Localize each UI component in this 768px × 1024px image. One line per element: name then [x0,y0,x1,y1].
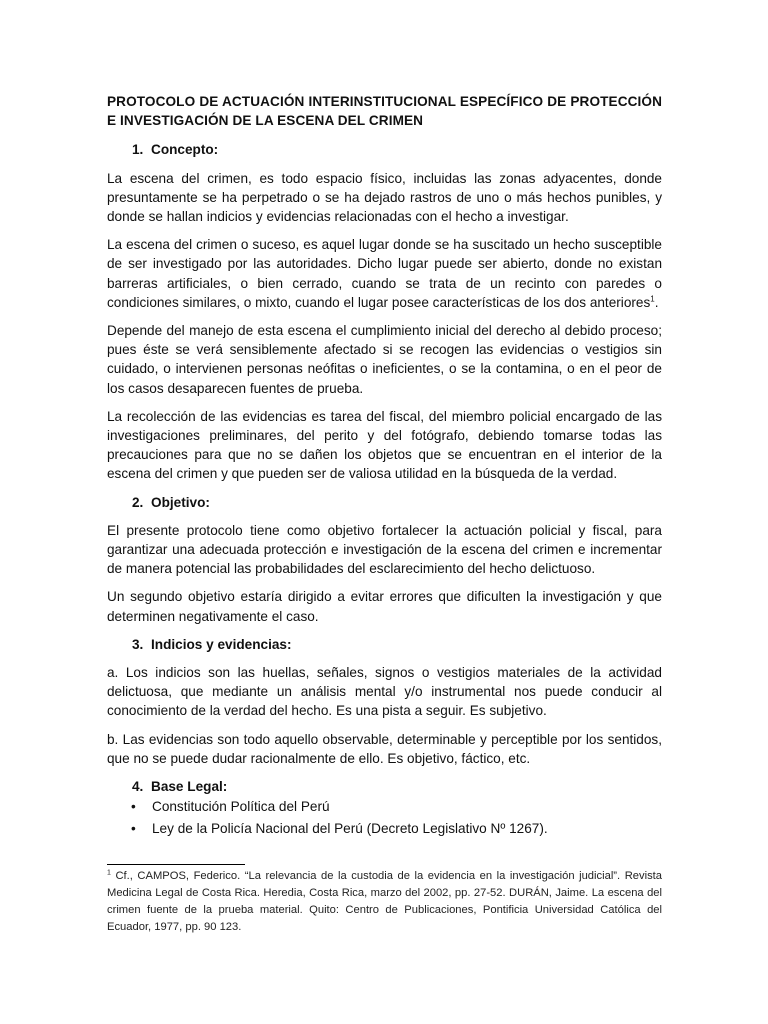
section-number: 4. [132,779,144,795]
section-heading-objetivo [107,493,662,512]
list-item-text: Ley de la Policía Nacional del Perú (Decreto Legislativo Nº 1267). [152,820,548,836]
paragraph-end: . [654,294,659,310]
footnote [107,868,662,936]
paragraph: Un segundo objetivo estaría dirigido a evitar errores que dificulten la investigación y que determinen negativamente el caso. [107,589,662,624]
paragraph: El presente protocolo tiene como objetivo fortalecer la actuación policial y fiscal, para garantizar una adecuada protección e investigación de la escena del crimen e incrementar de manera potencial las probabilidades del esclarecimiento del hecho delictuoso. [107,522,662,577]
paragraph: b. Las evidencias son todo aquello observable, determinable y perceptible por los sentidos, que no se puede dudar racionalmente de ello. Es objetivo, fáctico, etc. [107,731,662,766]
section-heading-indicios [107,635,662,654]
footnote-ref: 1 [650,294,655,304]
footnote-number: 1 [107,869,111,877]
list-item [107,819,662,838]
bullet-icon: • [131,799,136,815]
section-heading-base-legal [107,777,662,796]
base-legal-list [107,797,662,837]
footnote-separator [107,864,245,865]
list-item-text: Constitución Política del Perú [152,799,330,815]
paragraph: La escena del crimen, es todo espacio físico, incluidas las zonas adyacentes, donde presuntamente se ha perpetrado o se ha dejado rastros de uno o más hechos punibles, y donde se hallan indicios y evidencias relacionadas con el hecho a investigar. [107,170,662,225]
section-number: 1. [132,142,144,158]
paragraph [107,235,662,312]
section-title: Concepto: [151,142,219,158]
bullet-icon: • [131,820,136,836]
section-title: Indicios y evidencias: [151,636,292,652]
paragraph: a. Los indicios son las huellas, señales, signos o vestigios materiales de la actividad delictuosa, que mediante un análisis mental y/o instrumental nos puede conducir al conocimiento de la verdad del hecho. Es una pista a seguir. Es subjetivo. [107,665,662,719]
paragraph: La recolección de las evidencias es tarea del fiscal, del miembro policial encargado de las investigaciones preliminares, del perito y del fotógrafo, debiendo tomarse todas las precauciones para que no se dañen los objetos que se encuentran en el interior de la escena del crimen y que pueden ser de valiosa utilidad en la búsqueda de la verdad. [107,408,662,482]
document-body [107,92,662,840]
paragraph: Depende del manejo de esta escena el cumplimiento inicial del derecho al debido proceso; pues éste se verá sensiblemente afectado si se recogen las evidencias o vestigios sin cuidado, o intervienen personas neófitas o ineficientes, o se la contamina, o en el peor de los casos desaparecen fuentes de prueba. [107,323,662,396]
section-number: 3. [132,636,144,652]
section-heading-concepto [107,140,662,159]
section-number: 2. [132,494,144,510]
list-item [107,797,662,816]
section-title: Objetivo: [151,494,210,510]
footnote-text: Cf., CAMPOS, Federico. “La relevancia de la custodia de la evidencia en la investigación judicial”. Revista Medicina Legal de Costa Rica. Heredia, Costa Rica, marzo del 2002, pp. 27-52. DURÁN, Jaime. La escena del crimen fuente de la prueba material. Quito: Centro de Publicaciones, Pontificia Universidad Católica del Ecuador, 1977, pp. 90 123. [107,870,662,933]
document-title: PROTOCOLO DE ACTUACIÓN INTERINSTITUCIONAL ESPECÍFICO DE PROTECCIÓN E INVESTIGACIÓN DE LA ESCENA DEL CRIMEN [107,94,662,129]
paragraph-text: La escena del crimen o suceso, es aquel lugar donde se ha suscitado un hecho susceptible de ser investigado por las autoridades. Dicho lugar puede ser abierto, donde no existan barreras artificiales, o bien cerrado, cuando se trata de un recinto con paredes o condiciones similares, o mixto, cuando el lugar posee características de los dos anteriores [107,237,662,310]
section-title: Base Legal: [151,779,228,795]
